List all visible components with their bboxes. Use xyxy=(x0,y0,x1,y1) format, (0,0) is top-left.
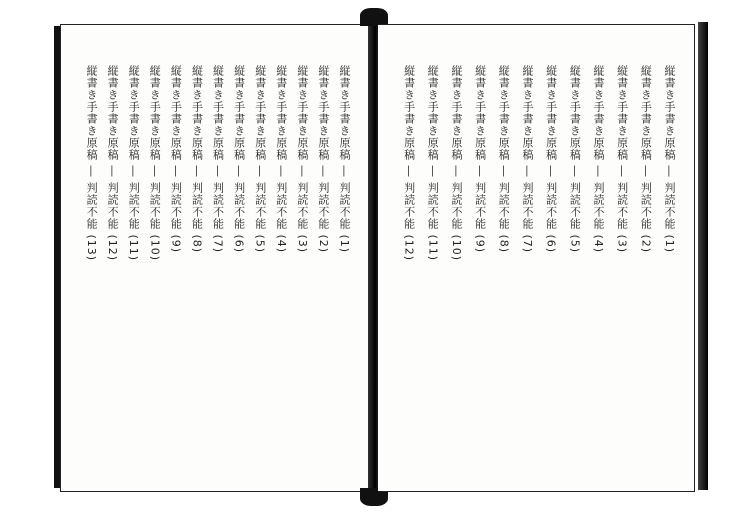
text-line: 縦書き手書き原稿 ― 判読不能 (5) xyxy=(568,65,582,254)
text-line: 縦書き手書き原稿 ― 判読不能 (8) xyxy=(497,65,511,254)
left-page xyxy=(60,24,371,492)
right-page-text xyxy=(394,65,678,461)
text-line: 縦書き手書き原稿 ― 判読不能 (4) xyxy=(274,65,288,254)
text-line: 縦書き手書き原稿 ― 判読不能 (3) xyxy=(295,65,309,254)
text-line: 縦書き手書き原稿 ― 判読不能 (10) xyxy=(449,65,463,262)
text-line: 縦書き手書き原稿 ― 判読不能 (1) xyxy=(338,65,351,254)
text-line: 縦書き手書き原稿 ― 判読不能 (9) xyxy=(473,65,487,254)
text-line: 縦書き手書き原稿 ― 判読不能 (11) xyxy=(127,65,141,262)
right-page xyxy=(378,24,695,492)
text-line: 縦書き手書き原稿 ― 判読不能 (10) xyxy=(148,65,162,262)
text-line: 縦書き手書き原稿 ― 判読不能 (11) xyxy=(426,65,440,262)
text-line: 縦書き手書き原稿 ― 判読不能 (13) xyxy=(85,65,99,262)
text-line: 縦書き手書き原稿 ― 判読不能 (2) xyxy=(639,65,653,254)
text-line: 縦書き手書き原稿 ― 判読不能 (12) xyxy=(402,65,416,262)
text-line: 縦書き手書き原稿 ― 判読不能 (3) xyxy=(615,65,629,254)
text-line: 縦書き手書き原稿 ― 判読不能 (4) xyxy=(591,65,605,254)
text-line: 縦書き手書き原稿 ― 判読不能 (7) xyxy=(520,65,534,254)
text-line: 縦書き手書き原稿 ― 判読不能 (1) xyxy=(663,65,676,254)
left-page-text xyxy=(79,65,353,461)
text-line: 縦書き手書き原稿 ― 判読不能 (9) xyxy=(169,65,183,254)
text-line: 縦書き手書き原稿 ― 判読不能 (6) xyxy=(544,65,558,254)
text-line: 縦書き手書き原稿 ― 判読不能 (12) xyxy=(106,65,120,262)
text-line: 縦書き手書き原稿 ― 判読不能 (7) xyxy=(211,65,225,254)
text-line: 縦書き手書き原稿 ― 判読不能 (8) xyxy=(190,65,204,254)
text-line: 縦書き手書き原稿 ― 判読不能 (6) xyxy=(232,65,246,254)
right-cover-edge xyxy=(698,22,708,490)
text-line: 縦書き手書き原稿 ― 判読不能 (5) xyxy=(253,65,267,254)
open-notebook xyxy=(60,18,698,496)
text-line: 縦書き手書き原稿 ― 判読不能 (2) xyxy=(316,65,330,254)
